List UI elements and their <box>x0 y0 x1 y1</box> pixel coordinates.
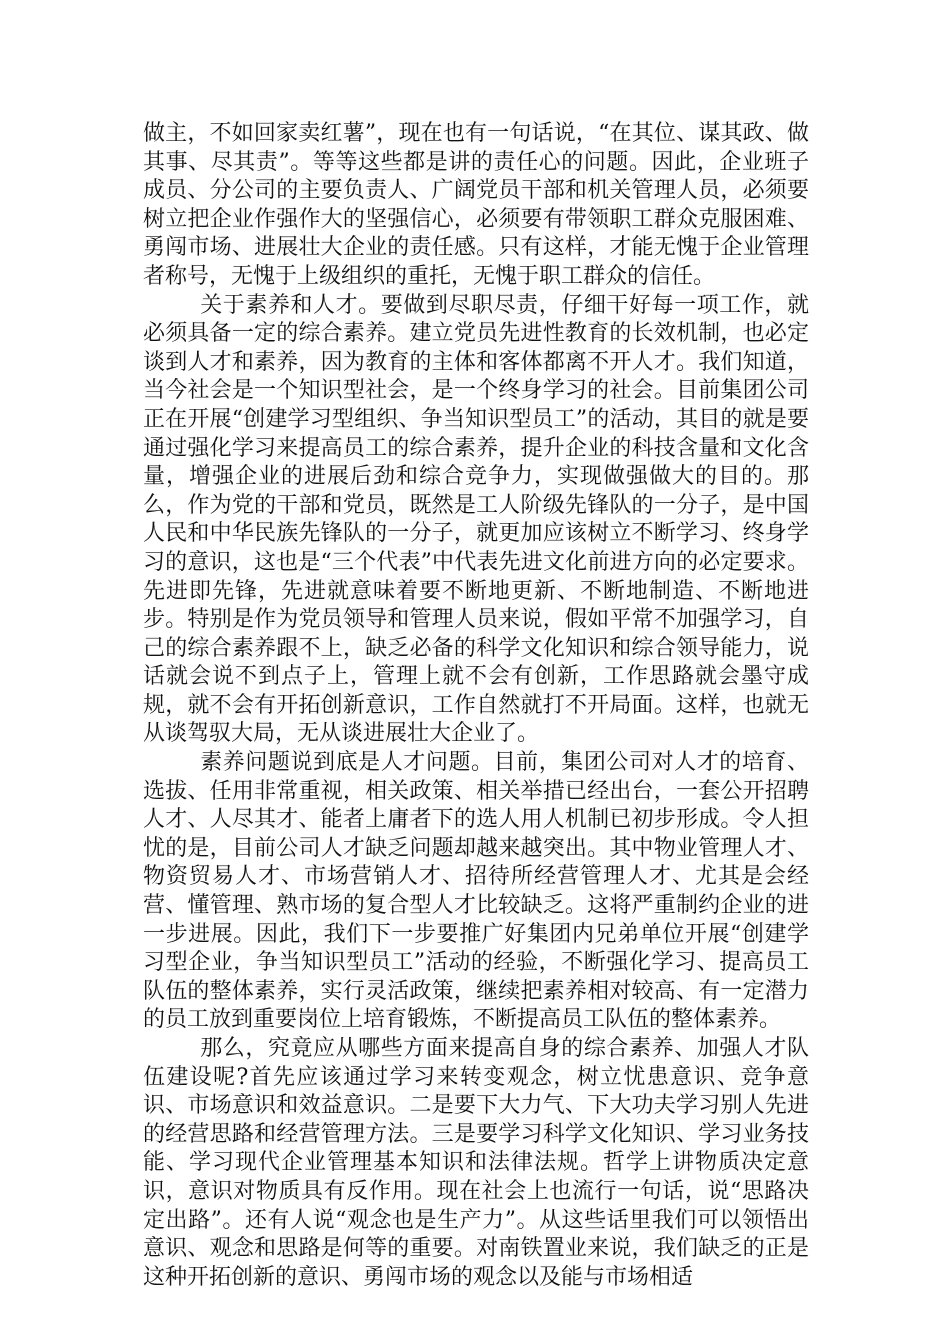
paragraph-4: 那么，究竟应从哪些方面来提高自身的综合素养、加强人才队伍建设呢?首先应该通过学习来转变观念，树立忧患意识、竞争意识、市场意识和效益意识。二是要下大力气、下大功夫学习别人先进的经营思路和经营管理方法。三是要学习科学文化知识、学习业务技能、学习现代企业管理基本知识和法律法规。哲学上讲物质决定意识，意识对物质具有反作用。现在社会上也流行一句话，说“思路决定出路”。还有人说“观念也是生产力”。从这些话里我们可以领悟出意识、观念和思路是何等的重要。对南铁置业来说，我们缺乏的正是这种开拓创新的意识、勇闯市场的观念以及能与市场相适 <box>143 1036 809 1290</box>
paragraph-3: 素养问题说到底是人才问题。目前，集团公司对人才的培育、选拔、任用非常重视，相关政策、相关举措已经出台，一套公开招聘人才、人尽其才、能者上庸者下的选人用人机制已初步形成。令人担忧的是，目前公司人才缺乏问题却越来越突出。其中物业管理人才、物资贸易人才、市场营销人才、招待所经营管理人才、尤其是会经营、懂管理、熟市场的复合型人才比较缺乏。这将严重制约企业的进一步进展。因此，我们下一步要推广好集团内兄弟单位开展“创建学习型企业，争当知识型员工”活动的经验，不断强化学习、提高员工队伍的整体素养，实行灵活政策，继续把素养相对较高、有一定潜力的员工放到重要岗位上培育锻炼，不断提高员工队伍的整体素养。 <box>143 750 809 1033</box>
paragraph-2: 关于素养和人才。要做到尽职尽责，仔细干好每一项工作，就必须具备一定的综合素养。建立党员先进性教育的长效机制，也必定谈到人才和素养，因为教育的主体和客体都离不开人才。我们知道，当今社会是一个知识型社会，是一个终身学习的社会。目前集团公司正在开展“创建学习型组织、争当知识型员工”的活动，其目的就是要通过强化学习来提高员工的综合素养，提升企业的科技含量和文化含量，增强企业的进展后劲和综合竞争力，实现做强做大的目的。那么，作为党的干部和党员，既然是工人阶级先锋队的一分子，是中国人民和中华民族先锋队的一分子，就更加应该树立不断学习、终身学习的意识，这也是“三个代表”中代表先进文化前进方向的必定要求。先进即先锋，先进就意味着要不断地更新、不断地制造、不断地进步。特别是作为党员领导和管理人员来说，假如平常不加强学习，自己的综合素养跟不上，缺乏必备的科学文化知识和综合领导能力，说话就会说不到点子上，管理上就不会有创新，工作思路就会墨守成规，就不会有开拓创新意识，工作自然就打不开局面。这样，也就无从谈驾驭大局，无从谈进展壮大企业了。 <box>143 292 809 747</box>
document-page <box>143 120 809 1292</box>
paragraph-1: 做主，不如回家卖红薯”，现在也有一句话说，“在其位、谋其政、做其事、尽其责”。等等这些都是讲的责任心的问题。因此，企业班子成员、分公司的主要负责人、广阔党员干部和机关管理人员，必须要树立把企业作强作大的坚强信心，必须要有带领职工群众克服困难、勇闯市场、进展壮大企业的责任感。只有这样，才能无愧于企业管理者称号，无愧于上级组织的重托，无愧于职工群众的信任。 <box>143 121 809 289</box>
